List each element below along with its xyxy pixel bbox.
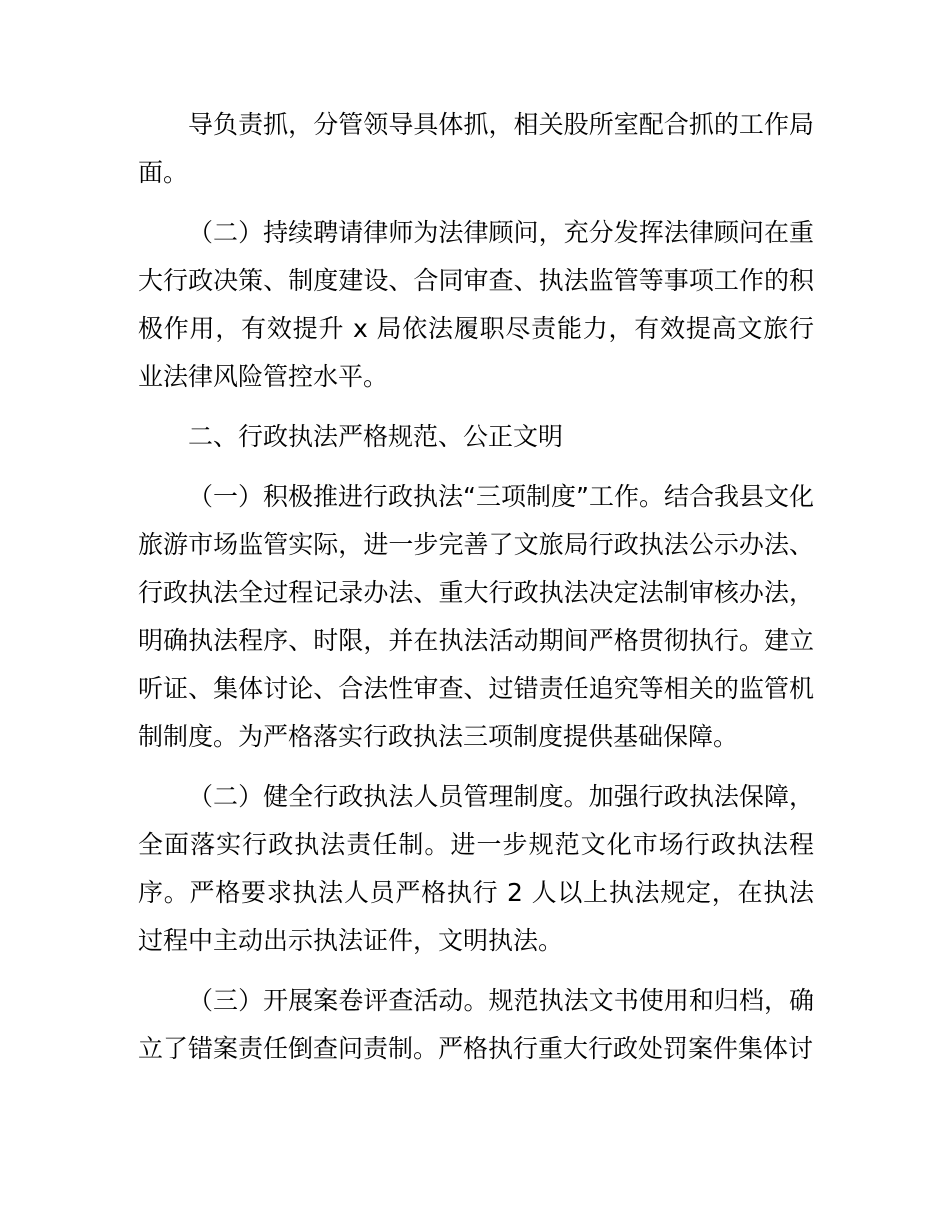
section-heading: 二、行政执法严格规范、公正文明 xyxy=(188,422,564,451)
document-body xyxy=(138,101,814,1085)
paragraph: （三）开展案卷评查活动。规范执法文书使用和归档，确立了错案责任倒查问责制。严格执行重大行政处罚案件集体讨 xyxy=(138,986,814,1063)
paragraph: （一）积极推进行政执法“三项制度”工作。结合我县文化旅游市场监管实际，进一步完善了文旅局行政执法公示办法、行政执法全过程记录办法、重大行政执法决定法制审核办法，明确执法程序、时限，并在执法活动期间严格贯彻执行。建立听证、集体讨论、合法性审查、过错责任追究等相关的监管机制制度。为严格落实行政执法三项制度提供基础保障。 xyxy=(138,482,814,751)
paragraph: （二）持续聘请律师为法律顾问，充分发挥法律顾问在重大行政决策、制度建设、合同审查、执法监管等事项工作的积极作用，有效提升 x 局依法履职尽责能力，有效提高文旅行业法律风险管控水平。 xyxy=(138,218,814,391)
paragraph: 导负责抓，分管领导具体抓，相关股所室配合抓的工作局面。 xyxy=(138,110,814,187)
paragraph: （二）健全行政执法人员管理制度。加强行政执法保障，全面落实行政执法责任制。进一步规范文化市场行政执法程序。严格要求执法人员严格执行 2 人以上执法规定，在执法过程中主动出示执法证件，文明执法。 xyxy=(138,782,814,955)
